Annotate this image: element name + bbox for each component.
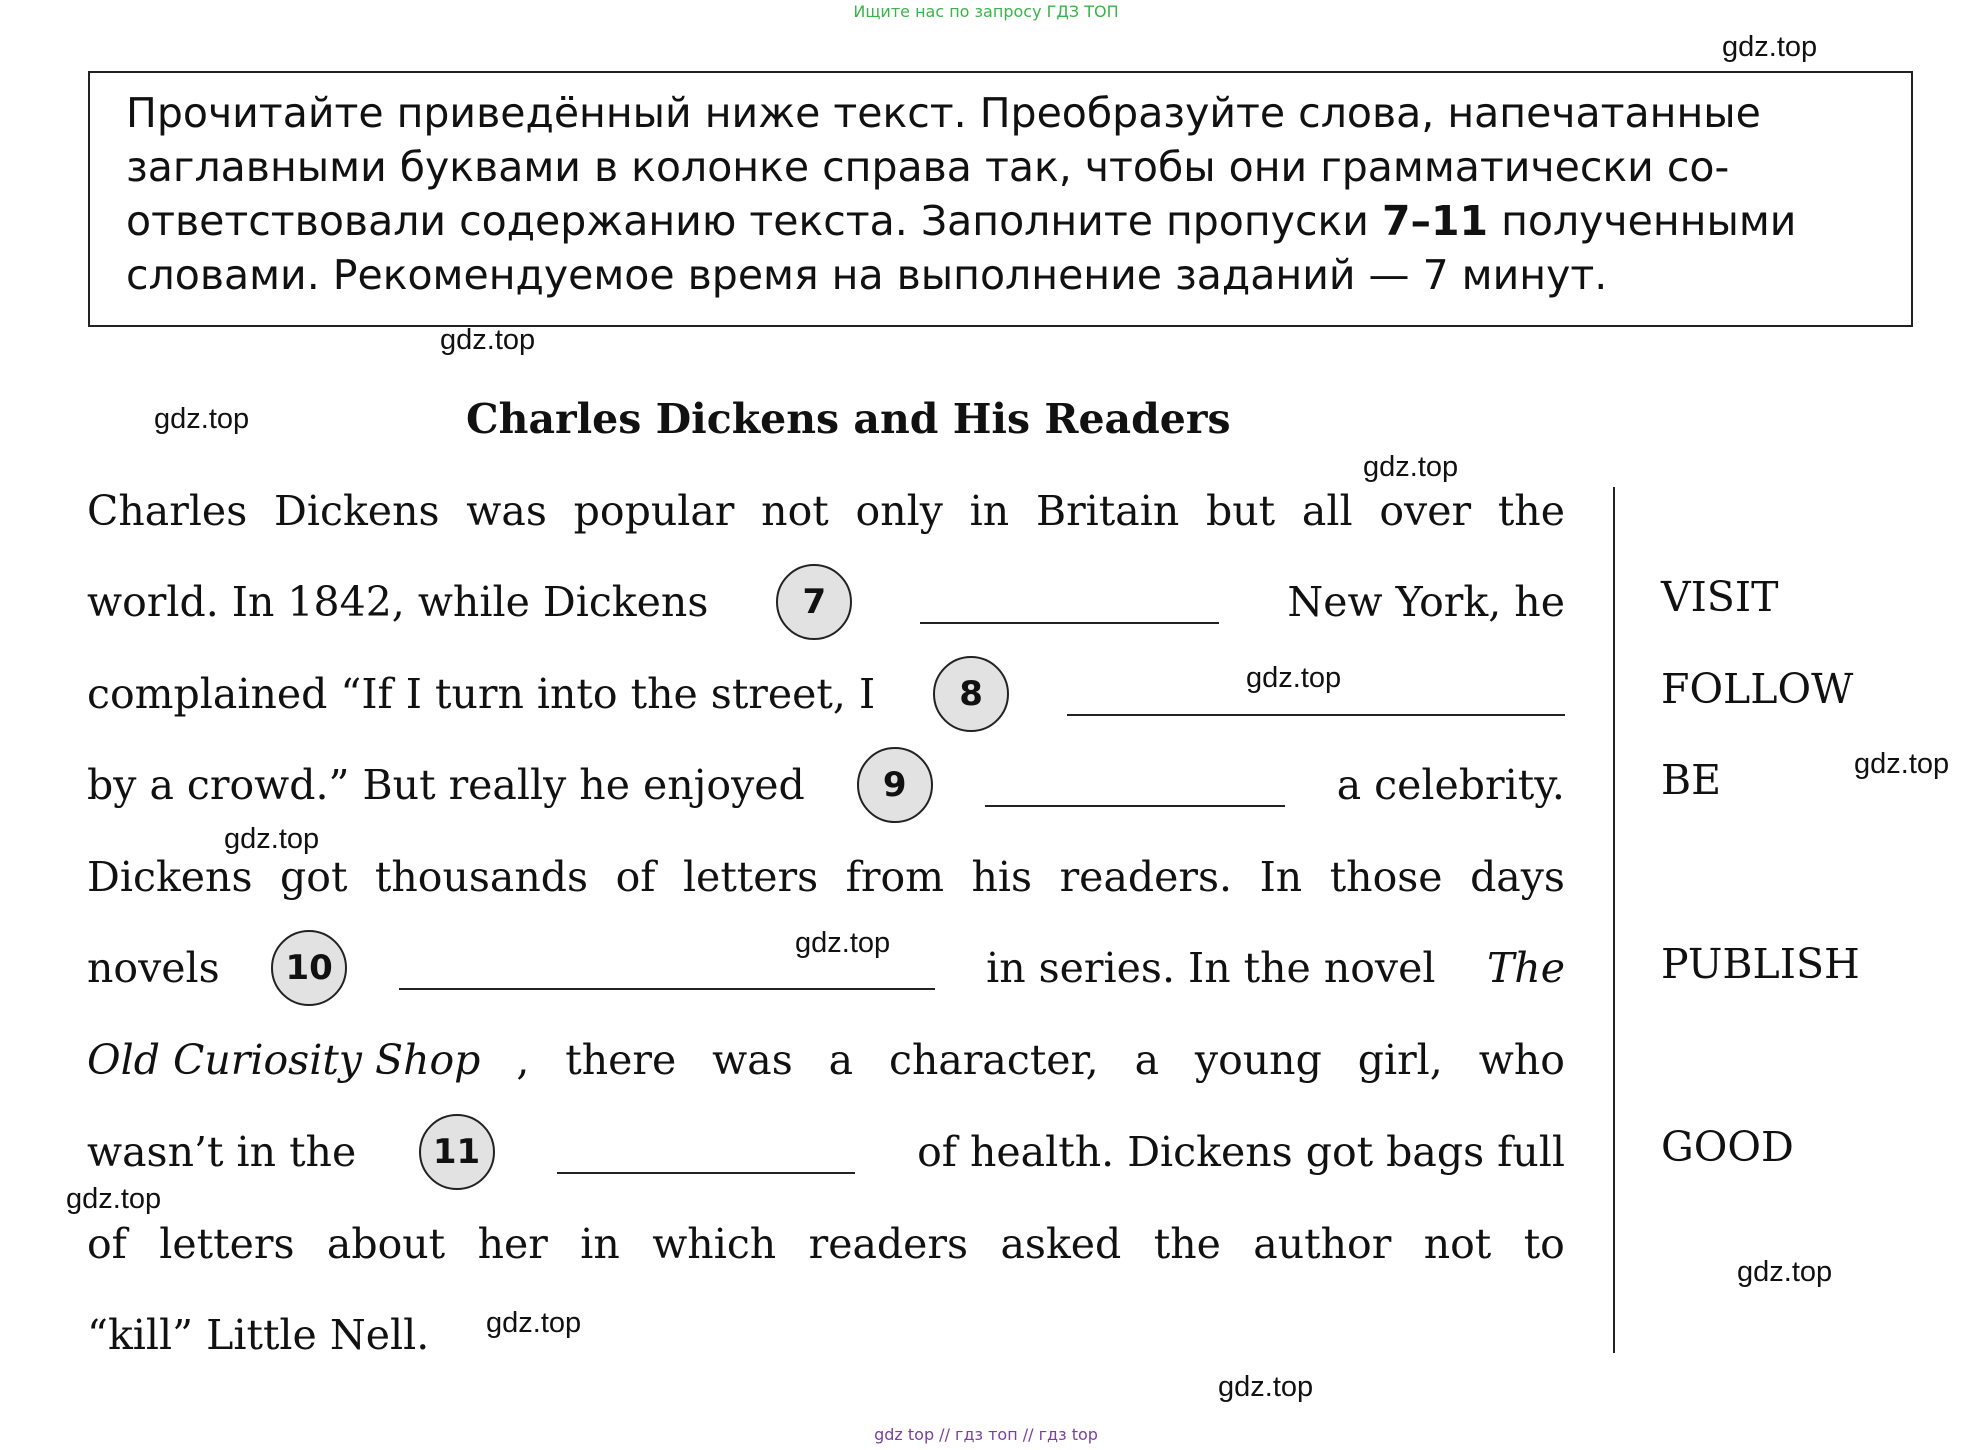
word: Dickens bbox=[87, 853, 253, 901]
instruction-text: ответствовали содержанию текста. Заполните пропуски bbox=[126, 197, 1382, 245]
instruction-line-3 bbox=[126, 197, 1796, 245]
instruction-line-2: заглавными буквами в колонке справа так, чтобы они грамматически со- bbox=[126, 143, 1730, 191]
text-line-3 bbox=[87, 664, 1565, 724]
text-line-2 bbox=[87, 572, 1565, 632]
answer-blank-11[interactable] bbox=[557, 1130, 855, 1174]
word: those bbox=[1329, 853, 1443, 901]
word: In bbox=[1259, 853, 1303, 901]
keyword-visit: VISIT bbox=[1661, 573, 1779, 621]
watermark: gdz.top bbox=[1722, 31, 1818, 63]
watermark: gdz.top bbox=[1246, 662, 1342, 694]
footer: gdz top // гдз топ // гдз top bbox=[874, 1425, 1098, 1444]
word: a bbox=[828, 1036, 854, 1084]
watermark: gdz.top bbox=[1218, 1371, 1314, 1403]
word: her bbox=[477, 1220, 548, 1268]
text-segment: of health. Dickens got bags full bbox=[917, 1128, 1565, 1176]
instruction-line-1: Прочитайте приведённый ниже текст. Преобразуйте слова, напечатанные bbox=[126, 89, 1761, 137]
gap-number-8: 8 bbox=[933, 656, 1009, 732]
watermark: gdz.top bbox=[486, 1307, 582, 1339]
keyword-publish: PUBLISH bbox=[1661, 940, 1860, 988]
watermark: gdz.top bbox=[154, 403, 250, 435]
word: Charles bbox=[87, 487, 248, 535]
word: character, bbox=[889, 1036, 1099, 1084]
watermark: gdz.top bbox=[1363, 451, 1459, 483]
word: there bbox=[565, 1036, 677, 1084]
word: a bbox=[1134, 1036, 1160, 1084]
text-segment: by a crowd.” But really he enjoyed bbox=[87, 761, 805, 809]
instruction-line-4: словами. Рекомендуемое время на выполнение заданий — 7 минут. bbox=[126, 251, 1608, 299]
word: from bbox=[845, 853, 945, 901]
italic-book-title: Old Curiosity Shop bbox=[87, 1036, 481, 1084]
watermark: gdz.top bbox=[1854, 748, 1950, 780]
gap-number-7: 7 bbox=[776, 564, 852, 640]
word: was bbox=[466, 487, 547, 535]
word: was bbox=[712, 1036, 793, 1084]
word: to bbox=[1523, 1220, 1565, 1268]
word: , bbox=[516, 1036, 530, 1084]
text-segment: “kill” Little Nell. bbox=[87, 1311, 430, 1359]
text-segment: novels bbox=[87, 944, 220, 992]
text-line-8 bbox=[87, 1122, 1565, 1182]
word: the bbox=[1497, 487, 1565, 535]
word: in bbox=[580, 1220, 620, 1268]
watermark: gdz.top bbox=[1737, 1256, 1833, 1288]
watermark: gdz.top bbox=[66, 1183, 162, 1215]
word: letters bbox=[159, 1220, 295, 1268]
gap-number-11: 11 bbox=[419, 1114, 495, 1190]
watermark: gdz.top bbox=[440, 324, 536, 356]
word: of bbox=[615, 853, 656, 901]
gap-number-9: 9 bbox=[857, 747, 933, 823]
italic-title-part: The bbox=[1486, 944, 1565, 992]
text-line-1 bbox=[87, 481, 1565, 541]
word: popular bbox=[573, 487, 735, 535]
word: days bbox=[1470, 853, 1565, 901]
text-line-5 bbox=[87, 847, 1565, 907]
word: letters bbox=[682, 853, 819, 901]
word: Britain bbox=[1035, 487, 1180, 535]
text-segment: in series. In the novel bbox=[986, 944, 1436, 992]
word: asked bbox=[1000, 1220, 1122, 1268]
word: got bbox=[280, 853, 348, 901]
text-line-9 bbox=[87, 1214, 1565, 1274]
watermark: gdz.top bbox=[795, 927, 891, 959]
word: only bbox=[855, 487, 943, 535]
answer-blank-7[interactable] bbox=[920, 580, 1219, 624]
word: over bbox=[1379, 487, 1472, 535]
text-segment: world. In 1842, while Dickens bbox=[87, 578, 709, 626]
gap-number-10: 10 bbox=[271, 930, 347, 1006]
text-title: Charles Dickens and His Readers bbox=[466, 395, 1231, 443]
word: which bbox=[652, 1220, 777, 1268]
word: all bbox=[1301, 487, 1353, 535]
keyword-be: BE bbox=[1661, 756, 1722, 804]
word: author bbox=[1253, 1220, 1392, 1268]
word: girl, bbox=[1357, 1036, 1443, 1084]
text-segment: wasn’t in the bbox=[87, 1128, 357, 1176]
column-divider bbox=[1613, 487, 1615, 1353]
keyword-good: GOOD bbox=[1661, 1123, 1794, 1171]
text-line-7 bbox=[87, 1030, 1565, 1090]
word: of bbox=[87, 1220, 127, 1268]
word: his bbox=[971, 853, 1033, 901]
word: readers. bbox=[1059, 853, 1233, 901]
word: but bbox=[1206, 487, 1276, 535]
watermark: gdz.top bbox=[224, 823, 320, 855]
word: thousands bbox=[374, 853, 589, 901]
word: Dickens bbox=[274, 487, 440, 535]
word: the bbox=[1153, 1220, 1221, 1268]
word: readers bbox=[808, 1220, 969, 1268]
word: not bbox=[761, 487, 829, 535]
word: about bbox=[326, 1220, 446, 1268]
keyword-follow: FOLLOW bbox=[1661, 665, 1854, 713]
text-line-4 bbox=[87, 755, 1565, 815]
word: who bbox=[1478, 1036, 1565, 1084]
text-segment: New York, he bbox=[1287, 578, 1565, 626]
instruction-text: полученными bbox=[1488, 197, 1797, 245]
answer-blank-9[interactable] bbox=[985, 763, 1285, 807]
text-segment: a celebrity. bbox=[1336, 761, 1565, 809]
task-range: 7–11 bbox=[1381, 197, 1489, 245]
word: young bbox=[1194, 1036, 1322, 1084]
text-line-10 bbox=[87, 1305, 1565, 1365]
text-segment: complained “If I turn into the street, I bbox=[87, 670, 876, 718]
word: in bbox=[969, 487, 1010, 535]
word: not bbox=[1423, 1220, 1492, 1268]
top-note: Ищите нас по запросу ГДЗ ТОП bbox=[853, 2, 1119, 21]
